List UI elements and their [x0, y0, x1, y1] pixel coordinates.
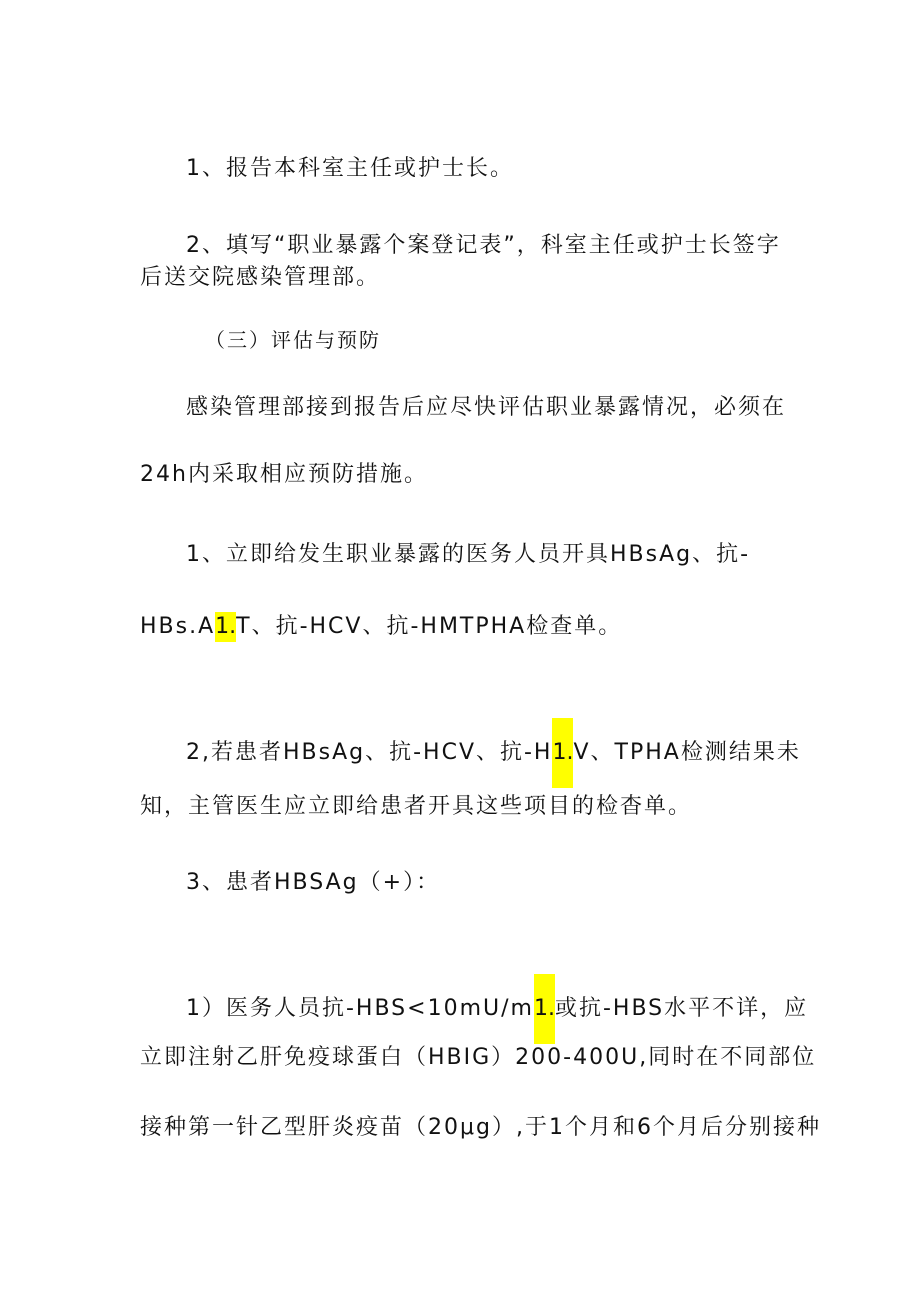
paragraph-fill-form-line1: 2、填写“职业暴露个案登记表”，科室主任或护士长签字 [186, 233, 781, 258]
paragraph-subitem1-line3: 接种第一针乙型肝炎疫苗（20μg）,于1个月和6个月后分别接种 [140, 1115, 821, 1140]
highlight-mark: 1. [215, 612, 236, 642]
paragraph-item3: 3、患者HBSAg（+）： [186, 870, 441, 895]
highlight-mark: 1. [552, 718, 573, 788]
paragraph-evaluate-line2: 24h内采取相应预防措施。 [140, 462, 428, 487]
item2-text-a: 2,若患者HBsAg、抗-HCV、抗-H [186, 740, 553, 765]
paragraph-item1-line2 [140, 612, 622, 642]
item2-text-b: V、TPHA检测结果未 [573, 740, 801, 765]
paragraph-evaluate-line1: 感染管理部接到报告后应尽快评估职业暴露情况，必须在 [186, 395, 787, 420]
section-heading: （三）评估与预防 [205, 328, 381, 352]
paragraph-subitem1-line1 [186, 974, 808, 1044]
highlight-mark: 1. [534, 974, 555, 1044]
paragraph-fill-form-line2: 后送交院感染管理部。 [140, 265, 381, 290]
subitem1-text-b: 或抗-HBS水平不详，应 [554, 996, 809, 1021]
subitem1-text-a: 1）医务人员抗-HBS<10mU/m [186, 996, 534, 1021]
paragraph-item2-line1 [186, 718, 801, 788]
paragraph-report: 1、报告本科室主任或护士长。 [186, 156, 514, 181]
paragraph-item2-line2: 知，主管医生应立即给患者开具这些项目的检杳单。 [140, 794, 693, 819]
paragraph-item1-line1: 1、立即给发生职业暴露的医务人员开具HBsAg、抗- [186, 542, 751, 567]
item1-text-b: T、抗-HCV、抗-HMTPHA检查单。 [236, 614, 623, 639]
item1-text-a: HBs.A [140, 614, 216, 639]
paragraph-subitem1-line2: 立即注射乙肝免疫球蛋白（HBIG）200-400U,同时在不同部位 [140, 1045, 817, 1070]
